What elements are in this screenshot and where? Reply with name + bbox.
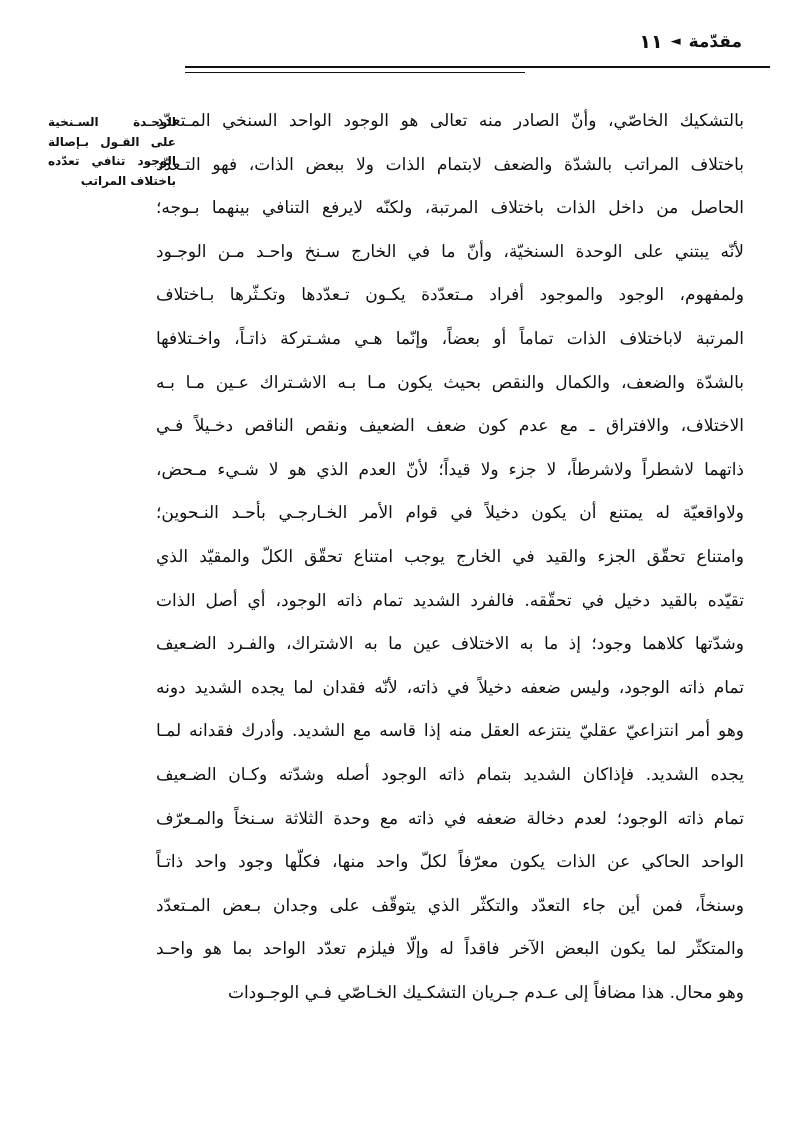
main-text xyxy=(156,100,744,1015)
text-line: وهو أمر انتزاعيّ عقليّ ينتزعه العقل منه إذا قاسه مع الشديد. وأدرك فقدانه لمـا xyxy=(156,721,744,742)
text-line: باختلاف المراتب بالشدّة والضعف لابتمام الذات ولا ببعض الذات، فهو التـعدّد xyxy=(156,154,744,175)
header-rule-thin xyxy=(185,72,525,73)
running-header xyxy=(639,30,742,54)
text-line: الواحد الحاكي عن الذات يكون معرّفاً لكلّ واحد منها، فكلّها وجود واحد ذاتـاً xyxy=(156,852,744,873)
text-line: وامتناع تحقّق الجزء والقيد في الخارج يوجب امتناع تحقّق الكلّ والمقيّد الذي xyxy=(156,546,744,567)
text-line: لأنّه يبتني على الوحدة السنخيّة، وأنّ ما في الخارج سـنخ واحـد مـن الوجـود xyxy=(156,241,744,262)
text-line: وهو محال. هذا مضافاً إلى عـدم جـريان التشكـيك الخـاصّي فـي الوجـودات xyxy=(227,982,744,1003)
text-line: والمتكثّر لما يكون البعض الآخر فاقداً له وإلّا فيلزم تعدّد الواحد بما هو واحـد xyxy=(156,939,744,960)
text-line: المرتبة لاباختلاف الذات تماماً أو بعضاً، وإنّما هـي مشـتركة ذاتـاً، واخـتلافها xyxy=(156,328,744,349)
header-arrow-icon: ◄ xyxy=(670,34,681,49)
text-line: بالشدّة والضعف، والكمال والنقص بحيث يكون مـا بـه الاشـتراك عـين مـا بـه xyxy=(156,372,744,393)
text-line: ولمفهوم، الوجود والموجود أفراد مـتعدّدة يكـون تـعدّدها وتكـثّرها بـاختلاف xyxy=(156,285,744,306)
text-line: بالتشكيك الخاصّي، وأنّ الصادر منه تعالى هو الوجود الواحد السنخي المـتعدّد xyxy=(156,111,744,131)
text-line: وشدّتها كلاهما وجود؛ إذ ما به الاختلاف عين ما به الاشتراك، والفـرد الضـعيف xyxy=(156,634,744,655)
margin-note-line: باختلاف المراتب xyxy=(80,173,176,188)
text-line: وسنخاً، فمن أين جاء التعدّد والتكثّر الذي يتوقّف على وجدان بـعض المـتعدّد xyxy=(156,895,744,916)
header-rule-thick xyxy=(185,66,770,68)
text-line: تقيّده بالقيد دخيل في تحقّقه. فالفرد الشديد تمام ذاته الوجود، أي أصل الذات xyxy=(156,590,744,611)
section-title: مقدّمة xyxy=(688,32,742,52)
text-line: ولاواقعيّة له يمتنع أن يكون دخيلاً في قوام الأمر الخـارجـي بأحـد النـحوين؛ xyxy=(156,503,744,524)
margin-note-line: الوحـدة السـنخية xyxy=(48,115,176,129)
text-line: يجده الشديد. فإذاكان الشديد بتمام ذاته الوجود أصله وشدّته وكـان الضـعيف xyxy=(156,764,744,785)
text-line: تمام ذاته الوجود؛ لعدم دخالة ضعفه في ذاته مع وحدة الثلاثة سـنخاً والمـعرّف xyxy=(156,808,744,829)
text-line: ذاتهما لاشطراً ولاشرطاً، لا جزء ولا قيداً؛ لأنّ العدم الذي هو لا شـيء مـحض، xyxy=(156,459,744,480)
text-line: الحاصل من داخل الذات باختلاف المرتبة، ولكنّه لايرفع التنافي بينهما بـوجه؛ xyxy=(156,198,744,219)
margin-note-line: الوجود تنافي تعدّده xyxy=(48,154,176,168)
text-line: تمام ذاته الوجود، وليس ضعفه دخيلاً في ذاته، لأنّه فقدان لما يجده الشديد دونه xyxy=(156,677,744,698)
text-line: الاختلاف، والافتراق ـ مع عدم كون ضعف الضعيف ونقص الناقص دخـيلاً فـي xyxy=(156,416,744,437)
margin-note-line: على القـول بـإصالة xyxy=(48,134,176,149)
page-number: ١١ xyxy=(639,31,663,53)
